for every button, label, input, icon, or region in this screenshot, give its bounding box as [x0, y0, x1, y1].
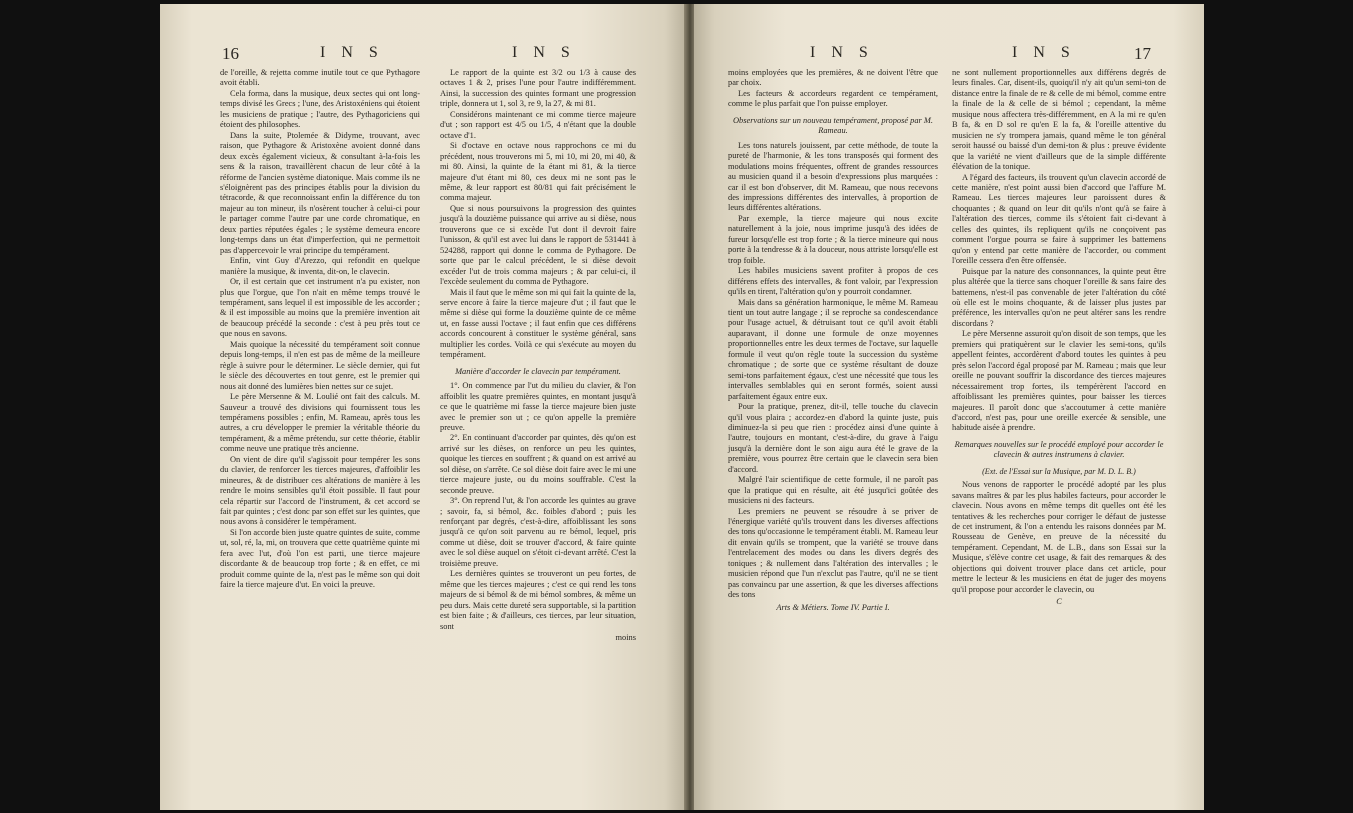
paragraph: 1°. On commence par l'ut du milieu du clavier, & l'on affoiblit les quatre premières quintes, en montant jusqu'à ce que le quatrième mi fasse la tierce majeure bien juste avec le premier son ut ; ce qu'on appelle la première preuve. — [440, 381, 636, 432]
running-head: I N S — [810, 44, 874, 61]
paragraph: Mais il faut que le même son mi qui fait la quinte de la, serve encore à faire la tierce majeure d'ut ; il faut que le même si dièse qui forme la douzième quinte de ce même ut, en fasse aussi l'octave ; il faut enfin que ces différens accords concourent à constituer le système général, sans multiplier les cordes. Voilà ce qui s'exécute au moyen du tempérament. — [440, 287, 636, 360]
right-page — [694, 4, 1204, 810]
paragraph: Le père Mersenne assuroit qu'on disoit de son temps, que les premiers qui pratiquèrent sur le clavier les semi-tons, qu'ils appellent feintes, accordèrent d'abord toutes les quintes à peu près selon l'accord égal proposé par M. Rameau ; mais que leur oreille ne pouvant souffrir la discordance des tierces majeures nécessairement trop fortes, ils tempérèrent l'accord en affoiblissant les premières quintes, pour baisser les tierces majeures. Il paroît donc que s'accoutumer à cette manière d'accord, n'est pas, pour une oreille exercée & sensible, une habitude aisée à prendre. — [952, 329, 1166, 433]
paragraph: Les habiles musiciens savent profiter à propos de ces différens effets des intervalles, & font valoir, par l'expression qu'ils en tirent, l'altération qu'on y pourroit condamner. — [728, 266, 938, 297]
paragraph: Le père Mersenne & M. Loulié ont fait des calculs. M. Sauveur a trouvé des divisions qui fournissent tous les tempéramens possibles ; enfin, M. Rameau, après tous les autres, a cru développer le premier la véritable théorie du tempérament, & a même prétendu, sur cette théorie, établir comme neuve une pratique très ancienne. — [220, 392, 420, 454]
paragraph: Si d'octave en octave nous rapprochons ce mi du précédent, nous trouverons mi 5, mi 10, mi 20, mi 40, & mi 80. Ainsi, la quinte de la étant mi 81, & la tierce majeure d'ut étant mi 80, ces deux mi ne sont pas le même, & leur rapport est 80/81 qui fait précisément le comma majeur. — [440, 141, 636, 203]
paragraph: Les facteurs & accordeurs regardent ce tempérament, comme le plus parfait que l'on puisse employer. — [728, 88, 938, 109]
section-heading: Remarques nouvelles sur le procédé employé pour accorder le clavecin & autres instrumens à clavier. — [954, 439, 1164, 460]
paragraph: Considérons maintenant ce mi comme tierce majeure d'ut ; son rapport est 4/5 ou 1/5, 4 n'étant que la double octave d'1. — [440, 109, 636, 140]
signature-mark: C — [1056, 597, 1062, 607]
page-number: 16 — [222, 44, 239, 63]
text-column — [728, 68, 938, 613]
paragraph: Les premiers ne peuvent se résoudre à se priver de l'énergique variété qu'ils trouvent dans les diverses affections des tons qu'occasionne le tempérament établi. M. Rameau leur dit envain qu'ils se trompent, que la variété se trouve dans l'entrelacement des modes ou dans les divers degrés des toniques ; & nullement dans l'altération des intervalles ; le musicien répond que l'un n'exclut pas l'autre, qu'il ne se tient pas convaincu par une assertion, & que les diverses affections des tons — [728, 506, 938, 600]
left-page-header — [160, 44, 686, 66]
catchword: moins — [615, 633, 636, 643]
book-spread — [160, 4, 1204, 810]
paragraph: Malgré l'air scientifique de cette formule, il ne paroît pas que la pratique qui en résulte, ait été jusqu'ici goûtée des musiciens ni des facteurs. — [728, 475, 938, 506]
paragraph: ne sont nullement proportionnelles aux différens degrés de leurs finales. Car, disent-ils, quoiqu'il n'y ait qu'un semi-ton de distance entre la finale de re & celle de mi bémol, comme entre la finale de la & celle de si bémol ; cependant, la même musique nous affectera très-différemment, en A la mi re qu'en B fa, & en D sol re qu'en E la fa, & l'oreille attentive du musicien ne s'y trompera jamais, quand même le ton général seroit haussé ou baissé d'un demi-ton & plus : preuve évidente que la variété ne vient d'ailleurs que de la simple différente élévation de la tonique. — [952, 68, 1166, 172]
paragraph: Puisque par la nature des consonnances, la quinte peut être plus altérée que la tierce sans choquer l'oreille & sans faire des battemens, n'est-il pas convenable de jeter l'altération du côté où elle est le moins choquante, & de laisser plus justes par préférence, les intervalles qu'on ne peut altérer sans les rendre discordans ? — [952, 266, 1166, 328]
running-head: I N S — [512, 44, 576, 61]
paragraph: Mais dans sa génération harmonique, le même M. Rameau tient un tout autre langage ; il se reproche sa condescendance pour l'usage actuel, & détruisant tout ce qu'il avoit établi auparavant, il donne une formule de onze moyennes proportionnelles entre les deux termes de l'octave, sur laquelle formule il veut qu'on règle toute la succession du système chromatique ; de sorte que ce système résultant de douze semi-tons parfaitement égaux, c'est une nécessité que tous les intervalles semblables qui en seront formés, soient aussi parfaitement égaux entre eux. — [728, 297, 938, 401]
section-heading: Observations sur un nouveau tempérament, proposé par M. Rameau. — [733, 115, 933, 136]
paragraph: 2°. En continuant d'accorder par quintes, dès qu'on est arrivé sur les dièses, on renforce un peu les quintes, quoique les tierces en souffrent ; & quand on est arrivé au sol dièse, on s'arrête. Ce sol dièse doit faire avec le mi une tierce majeure juste, ou du moins souffrable. C'est la seconde preuve. — [440, 433, 636, 495]
running-head: I N S — [320, 44, 384, 61]
section-heading: Manière d'accorder le clavecin par tempérament. — [455, 366, 621, 376]
paragraph: A l'égard des facteurs, ils trouvent qu'un clavecin accordé de cette manière, n'est point aussi bien d'accord que l'affure M. Rameau. Les tierces majeures leur paroissent dures & choquantes ; & quand on leur dit qu'ils n'ont qu'à se faire à l'altération des tierces, comme ils s'étoient fait ci-devant à celles des quintes, ils repliquent qu'ils ne conçoivent pas comment l'orgue pourra se faire à supprimer les battemens qu'on y entend par cette manière de l'accorder, ou comment l'oreille cessera d'en être offensée. — [952, 172, 1166, 266]
text-column — [220, 68, 420, 591]
paragraph: Si l'on accorde bien juste quatre quintes de suite, comme ut, sol, ré, la, mi, on trouvera que cette quatrième quinte mi fera avec l'ut, d'où l'on est parti, une tierce majeure discordante & de beaucoup trop forte ; & en effet, ce mi produit comme quinte de la, n'est pas le même son qui doit faire la tierce majeure d'ut. En voici la preuve. — [220, 527, 420, 590]
paragraph: Cela forma, dans la musique, deux sectes qui ont long-temps divisé les Grecs ; l'une, des Aristoxéniens qui étoient les musiciens de pratique ; l'autre, des Pythagoriciens qui étoient des philosophes. — [220, 88, 420, 130]
paragraph: Enfin, vint Guy d'Arezzo, qui refondit en quelque manière la musique, & inventa, dit-on, le clavecin. — [220, 256, 420, 276]
paragraph: Dans la suite, Ptolemée & Didyme, trouvant, avec raison, que Pythagore & Aristoxène avoient donné dans deux excès également vicieux, & consultant à-la-fois les sens & la raison, travaillèrent chacun de leur côté à la réforme de l'ancien système diatonique. Mais comme ils ne s'éloignèrent pas des principes établis pour la division du tétracorde, & que reconnoissant enfin la différence du ton majeur au ton mineur, ils n'osèrent toucher à celui-ci pour le partager comme l'autre par une corde chromatique, en deux parties réputées égales ; le système demeura encore long-temps dans un état d'imperfection, qui ne permettoit pas d'appercevoir le vrai principe du tempérament. — [220, 130, 420, 255]
paragraph: 3°. On reprend l'ut, & l'on accorde les quintes au grave ; savoir, fa, si bémol, &c. foibles d'abord ; puis les renforçant par degrés, c'est-à-dire, affoiblissant les sons jusqu'à ce qu'on soit parvenu au re bémol, lequel, pris comme ut dièse, doit se trouver d'accord, & faire quinte avec le sol dièse auquel on s'étoit ci-devant arrêté. C'est la troisième preuve. — [440, 496, 636, 568]
paragraph: Mais quoique la nécessité du tempérament soit connue depuis long-temps, il n'en est pas de même de la meilleure règle à suivre pour le déterminer. Le siècle dernier, qui fut le siècle des découvertes en tout genre, est le premier qui nous ait donné des lumières bien nettes sur ce sujet. — [220, 339, 420, 391]
section-subheading: (Ext. de l'Essai sur la Musique, par M. D. L. B.) — [982, 466, 1136, 476]
left-page — [160, 4, 686, 810]
running-head: I N S — [1012, 44, 1076, 61]
text-column — [440, 68, 636, 643]
paragraph: de l'oreille, & rejetta comme inutile tout ce que Pythagore avoit établi. — [220, 68, 420, 88]
page-number: 17 — [1134, 44, 1151, 63]
paragraph: Par exemple, la tierce majeure qui nous excite naturellement à la joie, nous imprime jusqu'à des idées de fureur lorsqu'elle est trop forte ; & la tierce mineure qui nous porte à la tendresse & à la douceur, nous attriste lorsqu'elle est trop foible. — [728, 213, 938, 265]
paragraph: moins employées que les premières, & ne doivent l'être que par choix. — [728, 68, 938, 88]
paragraph: Or, il est certain que cet instrument n'a pu exister, non plus que l'orgue, que l'on n'ait en même temps trouvé le tempérament, sans lequel il est impossible de les accorder ; & il est impossible au moins que la première invention ait de beaucoup précédé la seconde : c'est à peu près tout ce que nous en savons. — [220, 277, 420, 339]
paragraph: Les tons naturels jouissent, par cette méthode, de toute la pureté de l'harmonie, & les tons transposés qui forment des modulations moins fréquentes, offrent de grandes ressources au musicien quand il a besoin d'expressions plus marquées : car il est bon d'observer, dit M. Rameau, que nous recevons des impressions différentes des intervalles, à proportion de leurs différentes altérations. — [728, 140, 938, 213]
signature-line: Arts & Métiers. Tome IV. Partie I. — [776, 602, 890, 612]
paragraph: Que si nous poursuivons la progression des quintes jusqu'à la douzième puissance qui arrive au si dièse, nous trouverons que ce si excède l'ut dont il devroit faire l'unisson, & qu'il est avec lui dans le rapport de 531441 à 524288, rapport qui donne le comma de Pythagore. De sorte que par le calcul précédent, le si dièse devoit excéder l'ut de trois comma majeurs ; & par celui-ci, il l'excède seulement du comma de Pythagore. — [440, 203, 636, 287]
paragraph: Pour la pratique, prenez, dit-il, telle touche du clavecin qu'il vous plaira ; accordez-en d'abord la quinte juste, puis diminuez-la si peu que rien : procédez ainsi d'une quinte à l'autre, toujours en montant, c'est-à-dire, du grave à l'aigu jusqu'à la dernière dont le son aigu aura été le grave de la première, vous pourrez être certain que le clavecin sera bien d'accord. — [728, 402, 938, 474]
paragraph: On vient de dire qu'il s'agissoit pour tempérer les sons du clavier, de renforcer les tierces majeures, d'affoiblir les mineures, & de distribuer ces altérations de manière à les rendre le moins sensibles qu'il étoit possible. Il faut pour cela répartir sur l'accord de l'instrument, & cet accord se fait par quintes ; c'est donc par son effet sur les quintes, que nous avons à considérer le tempérament. — [220, 454, 420, 527]
right-page-header — [694, 44, 1204, 66]
text-column — [952, 68, 1166, 608]
paragraph: Nous venons de rapporter le procédé adopté par les plus savans maîtres & par les plus habiles facteurs, pour accorder le clavecin. Nous avons en même temps dit quelles ont été les tentatives & les recherches pour corriger le défaut de justesse de cet instrument, & l'on a entendu les raisons données par M. Rousseau de Genève, en preuve de la nécessité du tempérament. Cependant, M. de L.B., dans son Essai sur la Musique, s'élève contre cet usage, & fait des remarques & des objections qui doivent trouver place dans cet article, pour mettre le lecteur & les musiciens en état de juger des moyens qu'il propose pour accorder le clavecin, ou — [952, 480, 1166, 594]
paragraph: Le rapport de la quinte est 3/2 ou 1/3 à cause des octaves 1 & 2, prises l'une pour l'autre indifféremment. Ainsi, la succession des quintes formant une progression triple, donnera ut 1, sol 3, re 9, la 27, & mi 81. — [440, 68, 636, 109]
paragraph: Les dernières quintes se trouveront un peu fortes, de même que les tierces majeures ; c'est ce qui rend les tons majeurs de si bémol & de mi bémol sombres, & même un peu durs. Mais cette dureté sera supportable, si la partition est bien faite ; & d'ailleurs, ces tierces, par leur situation, sont — [440, 569, 636, 631]
